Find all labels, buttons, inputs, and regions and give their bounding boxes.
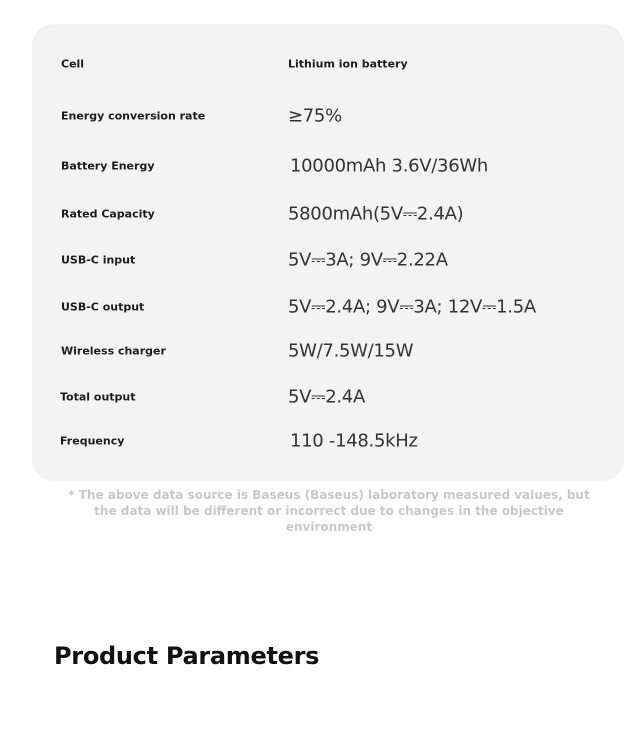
spec-label: Battery Energy <box>61 159 155 173</box>
spec-label: USB-C input <box>61 253 136 267</box>
spec-value: 5800mAh(5V⎓2.4A) <box>288 203 464 225</box>
section-title: Product Parameters <box>54 642 320 670</box>
spec-row-usb-c-input <box>32 245 624 275</box>
spec-row-rated-capacity <box>32 199 624 229</box>
spec-value: 5V⎓3A; 9V⎓2.22A <box>288 249 448 271</box>
spec-value: 110 -148.5kHz <box>290 430 418 452</box>
spec-label: Frequency <box>60 434 125 448</box>
spec-row-battery-energy <box>32 151 624 181</box>
spec-row-usb-c-output <box>32 292 624 322</box>
spec-value: Lithium ion battery <box>288 57 408 71</box>
spec-row-energy-conversion-rate <box>32 101 624 131</box>
spec-label: Energy conversion rate <box>61 109 206 123</box>
spec-value: 10000mAh 3.6V/36Wh <box>290 155 488 177</box>
spec-value: 5W/7.5W/15W <box>288 340 414 362</box>
spec-label: Wireless charger <box>61 344 166 358</box>
spec-value: ≥75% <box>288 105 342 127</box>
spec-label: Cell <box>61 57 85 71</box>
spec-row-frequency <box>32 426 624 456</box>
spec-label: Rated Capacity <box>61 207 155 221</box>
data-source-disclaimer: * The above data source is Baseus (Baseus) laboratory measured values, but the data will be different or incorrect due to changes in the objective environment <box>68 488 590 534</box>
spec-value: 5V⎓2.4A <box>288 386 365 408</box>
spec-row-total-output <box>32 382 624 412</box>
spec-table <box>32 24 624 481</box>
spec-row-wireless-charger <box>32 336 624 366</box>
spec-label: Total output <box>60 390 136 404</box>
spec-row-cell <box>32 49 624 79</box>
spec-value: 5V⎓2.4A; 9V⎓3A; 12V⎓1.5A <box>288 296 536 318</box>
spec-label: USB-C output <box>61 300 145 314</box>
